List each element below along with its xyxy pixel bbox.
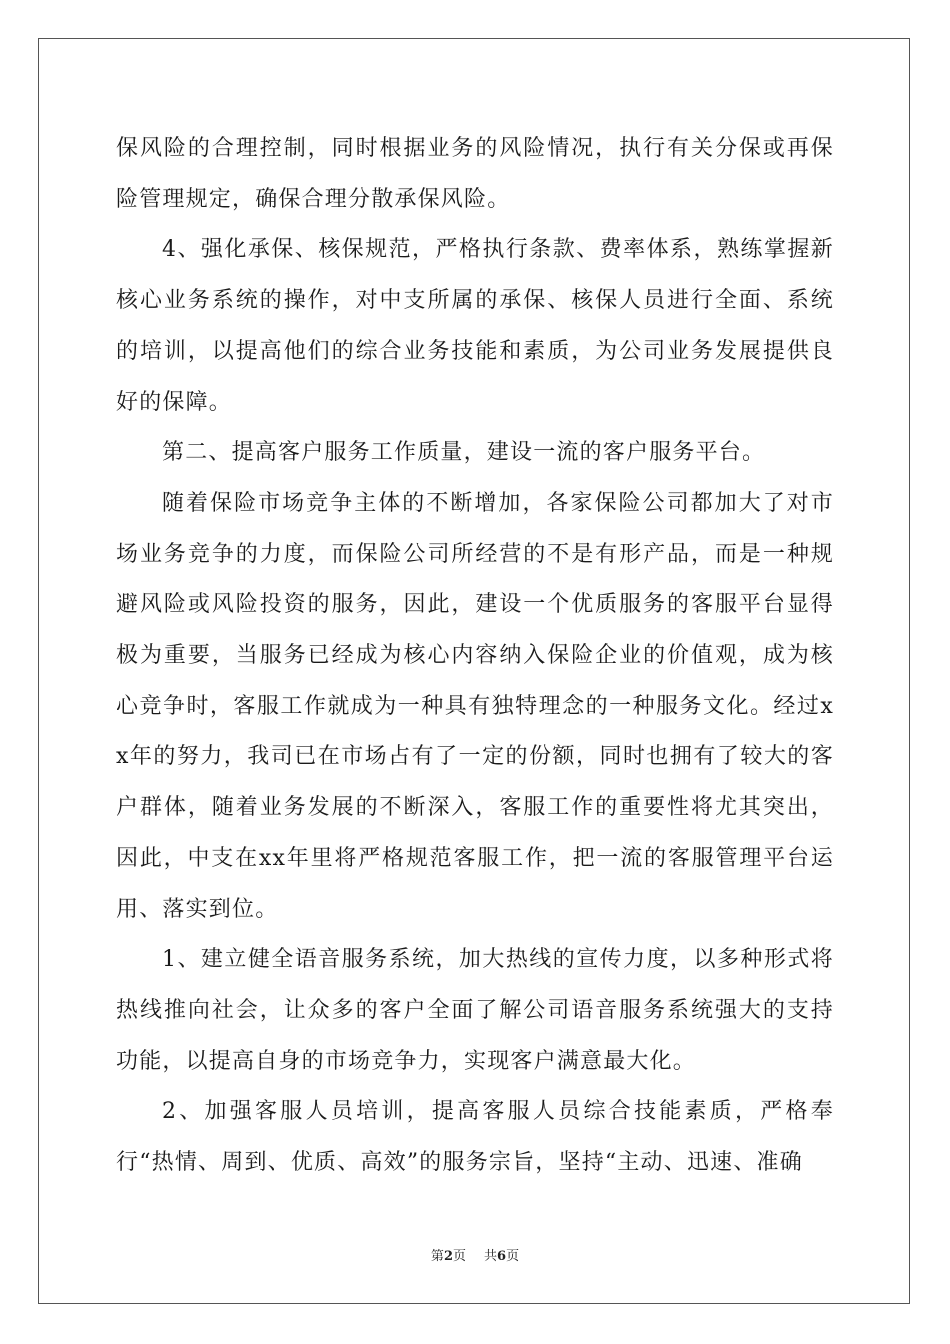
- paragraph: 4、强化承保、核保规范，严格执行条款、费率体系，熟练掌握新核心业务系统的操作，对中支所属的承保、核保人员进行全面、系统的培训，以提高他们的综合业务技能和素质，为公司业务发展提供良好的保障。: [116, 237, 834, 415]
- document-body: [116, 124, 834, 1189]
- section-heading: 第二、提高客户服务工作质量，建设一流的客户服务平台。: [162, 440, 766, 466]
- paragraph: 1、建立健全语音服务系统，加大热线的宣传力度，以多种形式将热线推向社会，让众多的客户全面了解公司语音服务系统强大的支持功能，以提高自身的市场竞争力，实现客户满意最大化。: [116, 947, 834, 1074]
- total-pages-indicator: 共6页: [484, 1249, 520, 1264]
- paragraph: 2、加强客服人员培训，提高客服人员综合技能素质，严格奉行“热情、周到、优质、高效”的服务宗旨，坚持“主动、迅速、准确: [116, 1099, 834, 1176]
- page-indicator: 第2页: [430, 1249, 466, 1264]
- page-footer: [0, 1245, 950, 1264]
- paragraph: 随着保险市场竞争主体的不断增加，各家保险公司都加大了对市场业务竞争的力度，而保险公司所经营的不是有形产品，而是一种规避风险或风险投资的服务，因此，建设一个优质服务的客服平台显得极为重要，当服务已经成为核心内容纳入保险企业的价值观，成为核心竞争时，客服工作就成为一种具有独特理念的一种服务文化。经过xx年的努力，我司已在市场占有了一定的份额，同时也拥有了较大的客户群体，随着业务发展的不断深入，客服工作的重要性将尤其突出，因此，中支在xx年里将严格规范客服工作，把一流的客服管理平台运用、落实到位。: [116, 490, 834, 922]
- paragraph: 保风险的合理控制，同时根据业务的风险情况，执行有关分保或再保险管理规定，确保合理分散承保风险。: [116, 136, 834, 212]
